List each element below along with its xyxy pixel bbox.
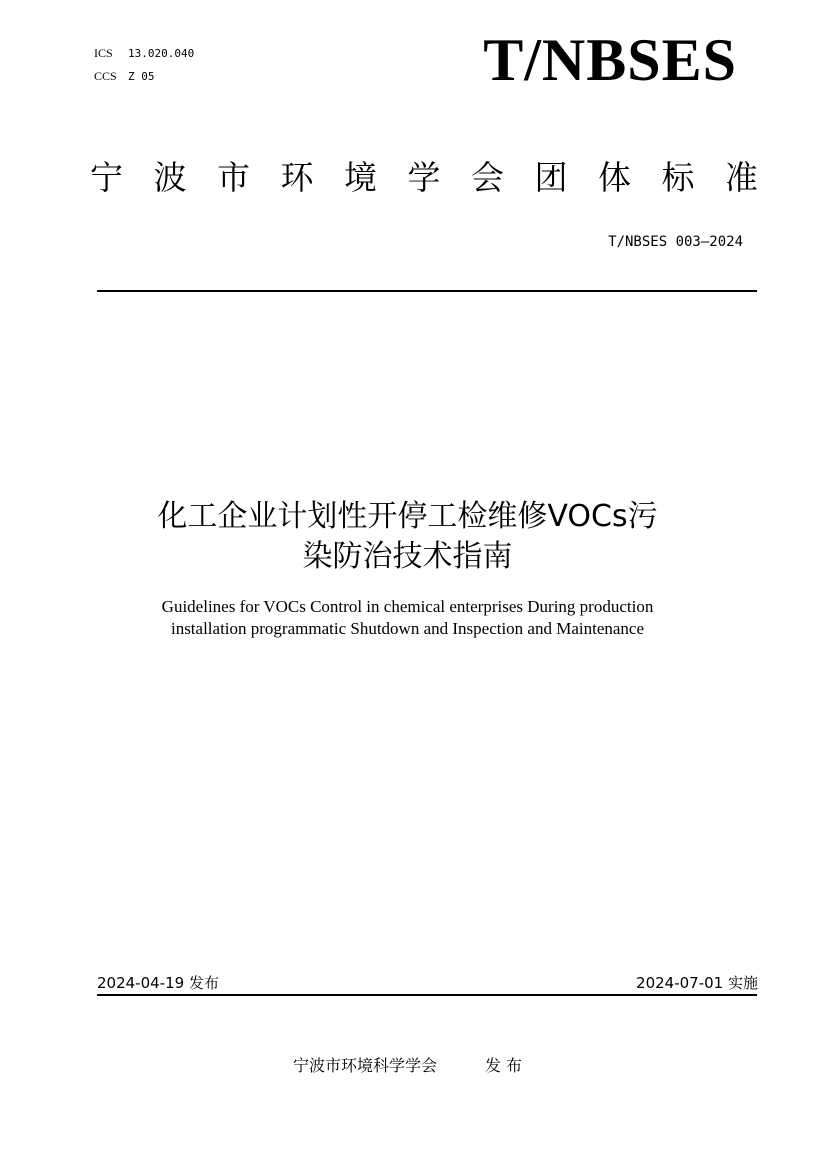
bottom-divider (97, 994, 757, 996)
implementation-date: 2024-07-01 实施 (636, 974, 758, 992)
org-title-char: 境 (344, 158, 377, 197)
org-standard-title (90, 158, 758, 198)
ccs-value: Z 05 (128, 70, 155, 83)
classification-codes (94, 42, 194, 88)
english-title (0, 596, 815, 640)
org-title-char: 波 (153, 158, 187, 197)
org-title-char: 环 (280, 158, 314, 197)
org-title-char: 准 (725, 158, 758, 197)
org-title-char: 标 (661, 158, 695, 197)
ccs-label: CCS (94, 69, 117, 83)
ics-label: ICS (94, 46, 113, 60)
chinese-title-line-1: 化工企业计划性开停工检维修VOCs污 (157, 499, 658, 534)
ics-line (94, 42, 194, 65)
issue-date: 2024-04-19 发布 (97, 974, 219, 992)
english-title-line-2: installation programmatic Shutdown and Inspection and Maintenance (170, 619, 645, 638)
org-title-char: 团 (534, 158, 568, 197)
org-title-char: 会 (471, 158, 504, 197)
standard-number: T/NBSES 003—2024 (608, 234, 743, 250)
org-title-char: 学 (407, 158, 441, 197)
org-title-char: 宁 (90, 158, 123, 197)
publisher (0, 1055, 815, 1077)
ics-value: 13.020.040 (128, 47, 195, 60)
chinese-title (0, 497, 815, 577)
ccs-line (94, 65, 194, 88)
org-title-char: 市 (217, 158, 250, 197)
org-title-char: 体 (598, 158, 631, 197)
chinese-title-line-2: 染防治技术指南 (302, 539, 513, 574)
publisher-action: 发 布 (484, 1056, 523, 1075)
top-divider (97, 290, 757, 292)
publisher-name: 宁波市环境科学学会 (292, 1056, 437, 1075)
english-title-line-1: Guidelines for VOCs Control in chemical enterprises During production (161, 597, 654, 616)
standard-brand: T/NBSES (483, 27, 737, 93)
